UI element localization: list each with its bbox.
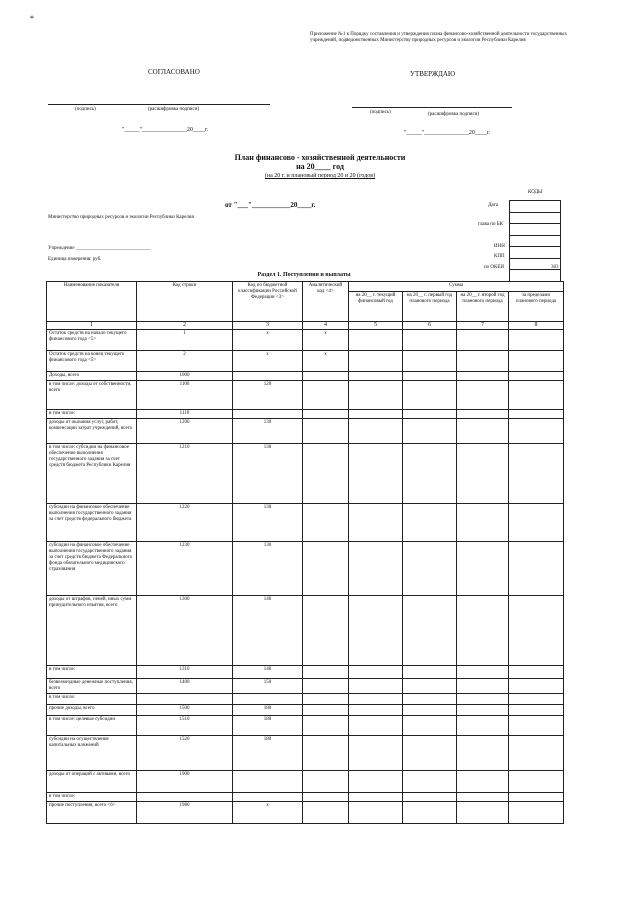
codes-okei-value: 383 <box>551 265 559 270</box>
row-sum-beyond <box>509 410 564 419</box>
row-analytic <box>303 736 349 771</box>
row-sum-beyond <box>509 666 564 679</box>
left-decode-label: (расшифровка подписи) <box>148 107 200 112</box>
section-title: Раздел 1. Поступления и выплаты <box>257 272 351 278</box>
row-analytic <box>303 444 349 504</box>
row-bk-code: 130 <box>233 542 303 596</box>
row-name: доходы от оказания услуг, работ, компенсации затрат учреждений, всего <box>47 419 137 444</box>
row-sum-plan1 <box>403 793 457 802</box>
row-code: 1110 <box>137 410 233 419</box>
row-sum-plan2 <box>457 793 509 802</box>
table-row <box>47 705 564 716</box>
row-analytic <box>303 679 349 694</box>
row-name: доходы от штрафов, пеней, иных сумм принудительного изъятия, всего <box>47 596 137 666</box>
row-bk-code: 180 <box>233 705 303 716</box>
row-sum-plan1 <box>403 372 457 381</box>
row-name: Остаток средств на конец текущего финансового года <5> <box>47 351 137 372</box>
row-sum-current <box>349 381 403 410</box>
table-row <box>47 802 564 824</box>
table-row <box>47 793 564 802</box>
row-sum-current <box>349 736 403 771</box>
row-bk-code: 140 <box>233 596 303 666</box>
row-analytic <box>303 705 349 716</box>
col-header-current: на 20__ г. текущий финансовый год <box>349 292 403 322</box>
row-analytic <box>303 771 349 793</box>
row-analytic <box>303 542 349 596</box>
row-code <box>137 793 233 802</box>
approve-title: УТВЕРЖДАЮ <box>410 70 456 78</box>
row-name: прочие доходы, всего <box>47 705 137 716</box>
row-sum-plan2 <box>457 802 509 824</box>
row-sum-beyond <box>509 330 564 351</box>
right-signature-label: (подпись) <box>370 110 391 115</box>
row-sum-current <box>349 771 403 793</box>
row-analytic <box>303 716 349 736</box>
row-code: 1230 <box>137 542 233 596</box>
table-row <box>47 679 564 694</box>
row-sum-plan1 <box>403 351 457 372</box>
row-code: 1100 <box>137 381 233 410</box>
left-date: "_____"_______________20____г. <box>122 127 209 133</box>
row-sum-current <box>349 802 403 824</box>
plan-date: от "___"___________20____г. <box>225 201 316 209</box>
row-code: 1210 <box>137 444 233 504</box>
row-sum-plan2 <box>457 372 509 381</box>
row-sum-current <box>349 694 403 705</box>
row-name: Остаток средств на начало текущего финансового года <5> <box>47 330 137 351</box>
row-name: в том числе: субсидии на финансовое обеспечение выполнения государственного задания за счет средств бюджета Республики Карелия <box>47 444 137 504</box>
col-header-beyond: за пределами планового периода <box>509 292 564 322</box>
row-code: 1220 <box>137 504 233 542</box>
row-sum-beyond <box>509 679 564 694</box>
row-name: в том числе: <box>47 666 137 679</box>
row-sum-plan2 <box>457 330 509 351</box>
row-sum-plan2 <box>457 444 509 504</box>
row-analytic <box>303 666 349 679</box>
row-sum-beyond <box>509 705 564 716</box>
row-code: 1000 <box>137 372 233 381</box>
row-code: 1510 <box>137 716 233 736</box>
approved-by-title: СОГЛАСОВАНО <box>148 68 200 76</box>
row-sum-plan1 <box>403 542 457 596</box>
table-row <box>47 504 564 542</box>
col-number: 3 <box>233 322 303 330</box>
appendix-note: Приложение №1 к Порядку составления и утверждения плана финансово-хозяйственной деятельности государственных учреждений, подведомственных Министерству природных ресурсов и экологии Республики Карелия <box>310 32 567 43</box>
row-name: субсидии на финансовое обеспечение выполнения государственного задания за счет средств бюджета Федерального фонда обязательного медицинского страхования <box>47 542 137 596</box>
row-sum-beyond <box>509 716 564 736</box>
row-code: 1300 <box>137 596 233 666</box>
table-row <box>47 716 564 736</box>
col-header-plan2: на 20__ г. второй год планового периода <box>457 292 509 322</box>
row-bk-code <box>233 410 303 419</box>
row-code: 1900 <box>137 771 233 793</box>
row-sum-current <box>349 666 403 679</box>
row-name: в том числе: доходы от собственности, всего <box>47 381 137 410</box>
table-row <box>47 381 564 410</box>
row-bk-code: 120 <box>233 381 303 410</box>
col-number: 2 <box>137 322 233 330</box>
left-signature-line <box>48 104 270 105</box>
codes-kpp-label: КПП <box>494 254 505 259</box>
row-sum-plan1 <box>403 694 457 705</box>
row-sum-beyond <box>509 381 564 410</box>
row-sum-plan1 <box>403 419 457 444</box>
row-sum-beyond <box>509 771 564 793</box>
row-analytic <box>303 802 349 824</box>
plan-period: (на 20 г. и плановый период 20 и 20 (годов) <box>264 173 376 179</box>
row-name: в том числе: <box>47 694 137 705</box>
row-code: 1500 <box>137 705 233 716</box>
row-sum-plan2 <box>457 736 509 771</box>
row-sum-plan2 <box>457 771 509 793</box>
row-analytic <box>303 596 349 666</box>
col-header-code: Код строки <box>137 282 233 322</box>
row-sum-plan1 <box>403 716 457 736</box>
row-sum-plan1 <box>403 666 457 679</box>
row-sum-current <box>349 504 403 542</box>
row-sum-beyond <box>509 694 564 705</box>
row-bk-code <box>233 793 303 802</box>
right-decode-label: (расшифровка подписи) <box>428 112 480 117</box>
row-sum-current <box>349 419 403 444</box>
row-sum-plan1 <box>403 330 457 351</box>
row-name: в том числе: <box>47 410 137 419</box>
row-sum-current <box>349 793 403 802</box>
row-sum-plan1 <box>403 736 457 771</box>
row-sum-plan2 <box>457 504 509 542</box>
row-analytic <box>303 504 349 542</box>
row-analytic <box>303 419 349 444</box>
row-sum-beyond <box>509 793 564 802</box>
row-sum-plan2 <box>457 351 509 372</box>
row-analytic <box>303 372 349 381</box>
row-name: в том числе: целевые субсидии <box>47 716 137 736</box>
institution-label: Учреждение ______________________________ <box>48 246 151 251</box>
row-name: субсидии на финансовое обеспечение выполнения государственного задания за счет средств федерального бюджета <box>47 504 137 542</box>
row-bk-code: 130 <box>233 504 303 542</box>
row-sum-beyond <box>509 351 564 372</box>
row-bk-code: x <box>233 330 303 351</box>
row-sum-current <box>349 679 403 694</box>
right-signature-line <box>352 107 512 108</box>
plan-year: на 20____ год <box>296 162 344 171</box>
col-header-bk: Код по бюджетной классификации Российской Федерации <3> <box>233 282 303 322</box>
row-sum-plan1 <box>403 771 457 793</box>
row-code: 1310 <box>137 666 233 679</box>
left-signature-label: (подпись) <box>75 107 96 112</box>
table-row <box>47 372 564 381</box>
row-sum-beyond <box>509 596 564 666</box>
row-analytic: x <box>303 330 349 351</box>
row-sum-beyond <box>509 802 564 824</box>
row-analytic <box>303 381 349 410</box>
corner-mark: * <box>30 14 34 23</box>
table-row <box>47 666 564 679</box>
row-name: Доходы, всего <box>47 372 137 381</box>
col-number: 1 <box>47 322 137 330</box>
row-bk-code <box>233 372 303 381</box>
row-sum-plan2 <box>457 705 509 716</box>
row-name: доходы от операций с активами, всего <box>47 771 137 793</box>
col-header-plan1: на 20__ г. первый год планового периода <box>403 292 457 322</box>
row-sum-current <box>349 542 403 596</box>
table-row <box>47 596 564 666</box>
table-row <box>47 694 564 705</box>
row-sum-plan2 <box>457 694 509 705</box>
row-analytic: x <box>303 351 349 372</box>
row-sum-plan1 <box>403 410 457 419</box>
row-sum-plan1 <box>403 705 457 716</box>
row-analytic <box>303 694 349 705</box>
row-sum-plan2 <box>457 716 509 736</box>
row-analytic <box>303 793 349 802</box>
row-code: 2 <box>137 351 233 372</box>
table-row <box>47 771 564 793</box>
table-row <box>47 330 564 351</box>
col-number: 8 <box>509 322 564 330</box>
table-row <box>47 410 564 419</box>
income-table <box>46 281 564 824</box>
row-sum-current <box>349 716 403 736</box>
row-sum-plan1 <box>403 444 457 504</box>
col-header-name: Наименование показателя <box>47 282 137 322</box>
row-sum-current <box>349 444 403 504</box>
row-bk-code: 150 <box>233 679 303 694</box>
row-sum-current <box>349 596 403 666</box>
table-row <box>47 444 564 504</box>
codes-bk-label: глава по БК <box>478 222 503 227</box>
row-sum-plan2 <box>457 381 509 410</box>
codes-okei-label: по ОКЕИ <box>484 265 505 270</box>
col-number: 4 <box>303 322 349 330</box>
page-title: План финансово - хозяйственной деятельности <box>234 153 406 162</box>
row-sum-current <box>349 351 403 372</box>
row-sum-plan1 <box>403 504 457 542</box>
codes-date-label: Дата <box>488 203 498 208</box>
row-sum-plan2 <box>457 410 509 419</box>
row-code: 1980 <box>137 802 233 824</box>
row-code: 1400 <box>137 679 233 694</box>
col-number: 6 <box>403 322 457 330</box>
row-sum-beyond <box>509 444 564 504</box>
row-sum-plan1 <box>403 381 457 410</box>
row-sum-plan1 <box>403 679 457 694</box>
row-sum-beyond <box>509 736 564 771</box>
row-name: субсидии на осуществление капитальных вложений <box>47 736 137 771</box>
unit-label: Единица измерения: руб. <box>48 257 102 262</box>
col-number: 7 <box>457 322 509 330</box>
row-sum-current <box>349 372 403 381</box>
row-bk-code: 140 <box>233 666 303 679</box>
row-sum-beyond <box>509 542 564 596</box>
row-bk-code: 180 <box>233 736 303 771</box>
ministry-name: Министерство природных ресурсов и экологии Республики Карелия <box>48 215 194 220</box>
col-number: 5 <box>349 322 403 330</box>
row-sum-plan2 <box>457 679 509 694</box>
row-sum-beyond <box>509 419 564 444</box>
row-bk-code: 130 <box>233 444 303 504</box>
row-name: безвозмездные денежные поступления, всего <box>47 679 137 694</box>
codes-header: КОДЫ <box>528 190 543 195</box>
row-analytic <box>303 410 349 419</box>
row-sum-current <box>349 330 403 351</box>
row-sum-current <box>349 410 403 419</box>
row-bk-code <box>233 694 303 705</box>
row-bk-code: 130 <box>233 419 303 444</box>
row-code <box>137 694 233 705</box>
row-sum-plan2 <box>457 419 509 444</box>
row-bk-code: 180 <box>233 716 303 736</box>
row-bk-code: x <box>233 802 303 824</box>
col-header-analytic: Аналитический код <4> <box>303 282 349 322</box>
row-sum-plan1 <box>403 802 457 824</box>
table-row <box>47 419 564 444</box>
row-sum-plan2 <box>457 666 509 679</box>
row-sum-beyond <box>509 504 564 542</box>
row-code: 1520 <box>137 736 233 771</box>
row-code: 1 <box>137 330 233 351</box>
col-header-sum: Сумма <box>349 282 564 292</box>
table-row <box>47 736 564 771</box>
right-date: "_____"_______________20____г. <box>404 130 491 136</box>
row-sum-plan2 <box>457 542 509 596</box>
codes-inn-label: ИНН <box>494 244 505 249</box>
table-row <box>47 351 564 372</box>
row-bk-code <box>233 771 303 793</box>
row-sum-plan2 <box>457 596 509 666</box>
row-sum-plan1 <box>403 596 457 666</box>
table-row <box>47 542 564 596</box>
row-name: в том числе: <box>47 793 137 802</box>
row-bk-code: x <box>233 351 303 372</box>
row-code: 1200 <box>137 419 233 444</box>
row-name: прочие поступления, всего <6> <box>47 802 137 824</box>
row-sum-current <box>349 705 403 716</box>
row-sum-beyond <box>509 372 564 381</box>
